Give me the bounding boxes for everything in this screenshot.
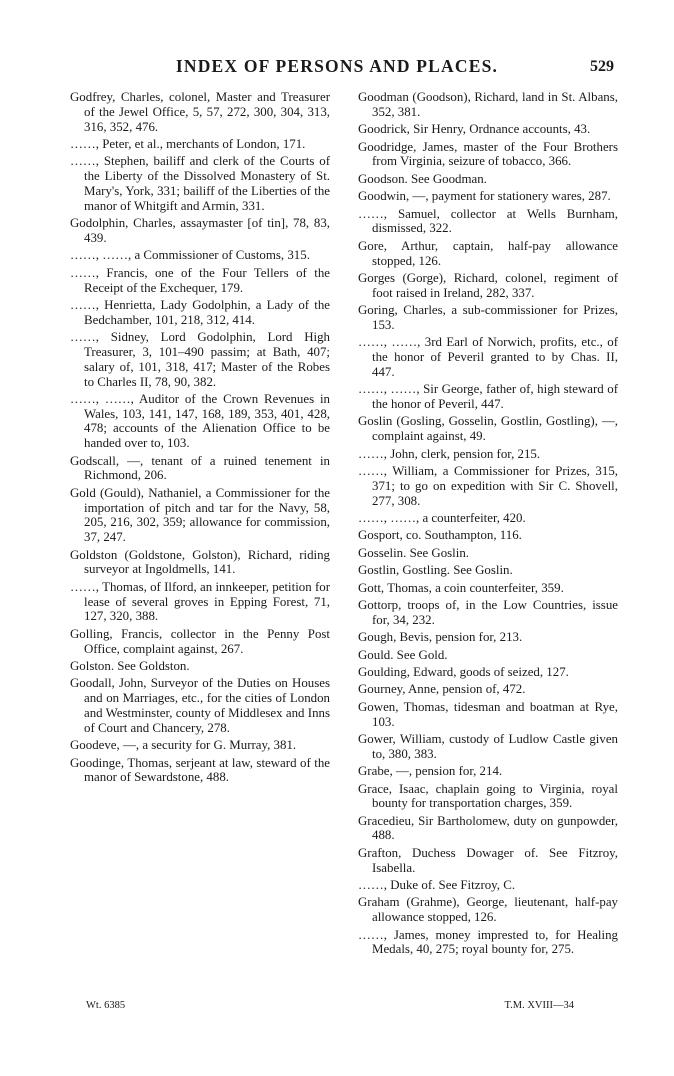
index-entry: Gosport, co. Southampton, 116. xyxy=(358,528,522,543)
index-entry: Goodinge, Thomas, serjeant at law, steward of the manor of Sewardstone, 488. xyxy=(70,755,330,785)
signature-mark: T.M. XVIII—34 xyxy=(504,1000,574,1011)
index-entry: ……, Peter, et al., merchants of London, 171. xyxy=(70,136,306,151)
index-entry: Gore, Arthur, captain, half-pay allowance stopped, 126. xyxy=(358,238,618,268)
index-entry: ……, John, clerk, pension for, 215. xyxy=(358,446,541,461)
index-entry: ……, Thomas, of Ilford, an innkeeper, petition for lease of several groves in Epping Forest, 71, 127, 320, 388. xyxy=(70,579,330,624)
index-entry: Gough, Bevis, pension for, 213. xyxy=(358,630,523,645)
index-entry: Goodridge, James, master of the Four Brothers from Virginia, seizure of tobacco, 366. xyxy=(358,139,618,169)
index-entry: Goodrick, Sir Henry, Ordnance accounts, 43. xyxy=(358,122,591,137)
index-entry: ……, ……, Auditor of the Crown Revenues in Wales, 103, 141, 147, 168, 189, 353, 401, 428, 478; accounts of the Alienation Office to be handed over to, 103. xyxy=(70,391,330,451)
index-entry: Goodall, John, Surveyor of the Duties on Houses and on Marriages, etc., for the cities of London and Westminster, county of Middlesex and Inns of Court and Chancery, 278. xyxy=(70,676,330,735)
index-entry: Gourney, Anne, pension of, 472. xyxy=(358,682,526,697)
index-entry: Gowen, Thomas, tidesman and boatman at Rye, 103. xyxy=(358,699,618,729)
index-entry: Goring, Charles, a sub-commissioner for Prizes, 153. xyxy=(358,303,618,332)
index-entry: Gosselin. See Goslin. xyxy=(358,545,469,560)
index-entry: Gottorp, troops of, in the Low Countries, issue for, 34, 232. xyxy=(358,597,618,627)
left-index-column xyxy=(70,90,330,788)
index-entry: Goslin (Gosling, Gosselin, Gostlin, Gostling), —, complaint against, 49. xyxy=(358,414,618,444)
index-entry: Graham (Grahme), George, lieutenant, half-pay allowance stopped, 126. xyxy=(358,895,618,925)
index-entry: ……, ……, Sir George, father of, high steward of the honor of Peveril, 447. xyxy=(358,382,618,412)
index-entry: Godfrey, Charles, colonel, Master and Treasurer of the Jewel Office, 5, 57, 272, 300, 304, 313, 316, 352, 476. xyxy=(70,90,330,134)
index-entry: Grabe, —, pension for, 214. xyxy=(358,764,503,779)
index-entry: Golston. See Goldston. xyxy=(70,659,190,673)
index-entry: Gostlin, Gostling. See Goslin. xyxy=(358,563,513,578)
index-entry: Goodson. See Goodman. xyxy=(358,171,487,186)
index-entry: ……, Francis, one of the Four Tellers of the Receipt of the Exchequer, 179. xyxy=(70,265,330,295)
index-entry: ……, Stephen, bailiff and clerk of the Courts of the Liberty of the Dissolved Monastery of St. Mary's, York, 331; bailiff of the Liberties of the manor of Whitgift and Armin, 331. xyxy=(70,154,330,213)
index-entry: ……, William, a Commissioner for Prizes, 315, 371; to go on expedition with Sir C. Shovell, 277, 308. xyxy=(358,464,618,508)
index-entry: ……, ……, a Commissioner of Customs, 315. xyxy=(70,248,310,263)
index-entry: ……, ……, a counterfeiter, 420. xyxy=(358,511,526,526)
index-entry: ……, Sidney, Lord Godolphin, Lord High Treasurer, 3, 101–490 passim; at Bath, 407; salary of, 101, 318, 417; Master of the Robes to Charles II, 78, 90, 382. xyxy=(70,330,330,389)
index-entry: Gorges (Gorge), Richard, colonel, regiment of foot raised in Ireland, 282, 337. xyxy=(358,270,618,300)
index-entry: Grafton, Duchess Dowager of. See Fitzroy, Isabella. xyxy=(358,845,618,875)
page-title: INDEX OF PERSONS AND PLACES. xyxy=(175,56,499,76)
index-entry: ……, Duke of. See Fitzroy, C. xyxy=(358,878,516,893)
index-entry: Goodwin, —, payment for stationery wares, 287. xyxy=(358,189,611,204)
index-entry: Gott, Thomas, a coin counterfeiter, 359. xyxy=(358,580,564,595)
index-entry: ……, ……, 3rd Earl of Norwich, profits, etc., of the honor of Peveril granted to by Chas. II, 447. xyxy=(358,335,618,379)
index-entry: Golling, Francis, collector in the Penny Post Office, complaint against, 267. xyxy=(70,626,330,656)
index-entry: Godolphin, Charles, assaymaster [of tin], 78, 83, 439. xyxy=(70,216,330,245)
index-entry: Gould. See Gold. xyxy=(358,647,448,662)
index-entry: Gower, William, custody of Ludlow Castle given to, 380, 383. xyxy=(358,731,618,761)
index-entry: ……, Henrietta, Lady Godolphin, a Lady of the Bedchamber, 101, 218, 312, 414. xyxy=(70,297,330,327)
index-entry: Grace, Isaac, chaplain going to Virginia, royal bounty for transportation charges, 359. xyxy=(358,781,618,811)
page-header xyxy=(0,56,674,78)
index-entry: ……, James, money imprested to, for Healing Medals, 40, 275; royal bounty for, 275. xyxy=(358,927,618,957)
printer-mark: Wt. 6385 xyxy=(86,1000,126,1011)
index-entry: Goldston (Goldstone, Golston), Richard, riding surveyor at Ingoldmells, 141. xyxy=(70,547,330,577)
index-entry: Goodman (Goodson), Richard, land in St. Albans, 352, 381. xyxy=(358,90,618,119)
index-entry: Gold (Gould), Nathaniel, a Commissioner for the importation of pitch and tar for the Navy, 58, 205, 216, 302, 359; allowance for commission, 37, 247. xyxy=(70,485,330,545)
right-index-column xyxy=(358,90,618,960)
index-entry: Godscall, —, tenant of a ruined tenement in Richmond, 206. xyxy=(70,453,330,483)
index-entry: Goulding, Edward, goods of seized, 127. xyxy=(358,664,569,679)
index-entry: ……, Samuel, collector at Wells Burnham, dismissed, 322. xyxy=(358,206,618,236)
page-number: 529 xyxy=(590,58,614,75)
index-entry: Goodeve, —, a security for G. Murray, 381. xyxy=(70,738,297,753)
index-entry: Gracedieu, Sir Bartholomew, duty on gunpowder, 488. xyxy=(358,813,618,843)
